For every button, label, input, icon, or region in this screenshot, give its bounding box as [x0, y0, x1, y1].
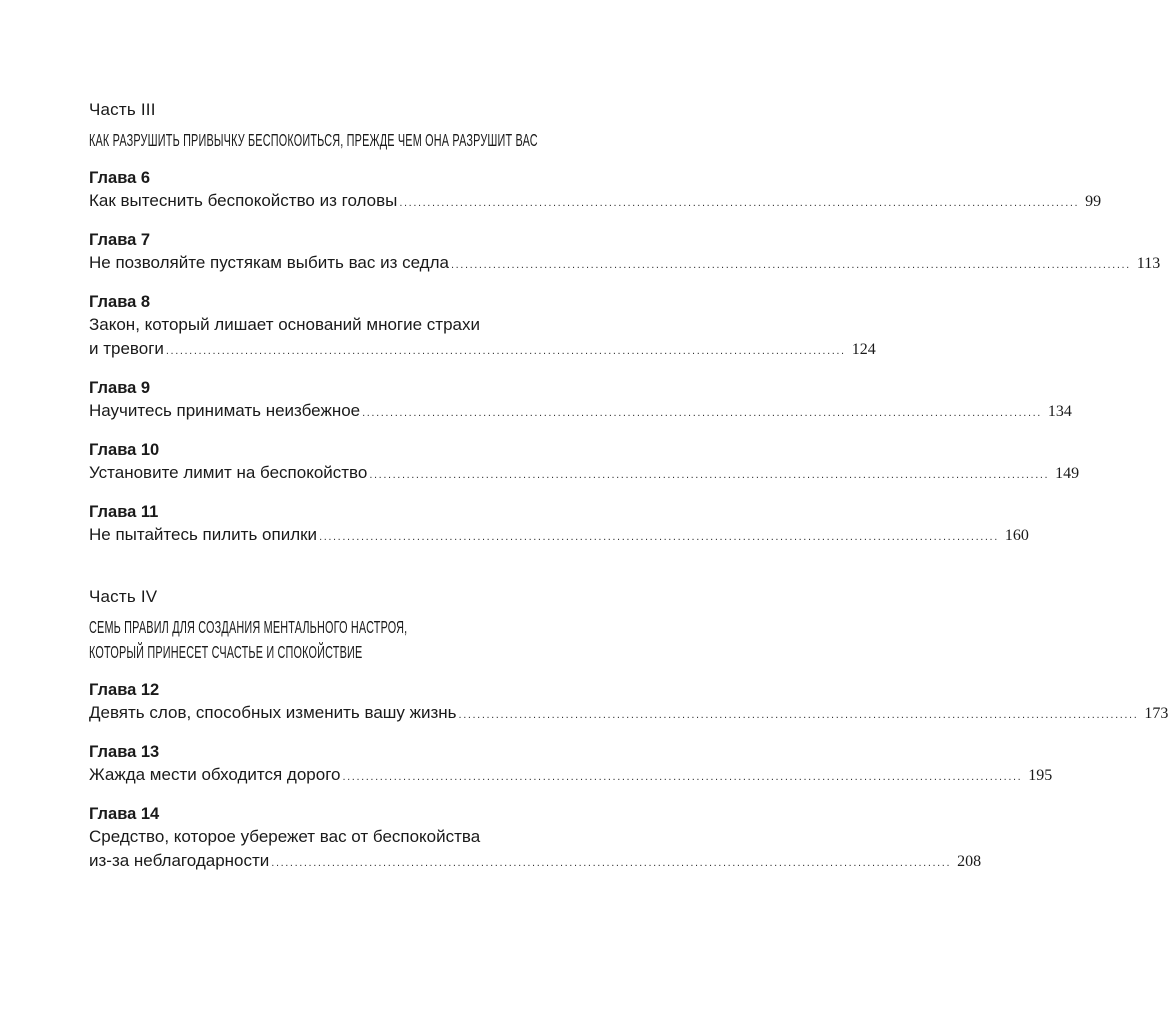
leader-dots: ..................................................................................................................................................	[399, 197, 1080, 209]
chapter-title: Не пытайтесь пилить опилки	[89, 525, 318, 544]
page-number: 195	[1028, 767, 1053, 784]
chapter-title: Средство, которое убережет вас от беспокойства	[89, 827, 481, 846]
part-label: Часть III	[89, 100, 156, 119]
chapter-title: Установите лимит на беспокойство	[89, 463, 368, 482]
chapter-label: Глава 11	[89, 503, 159, 521]
chapter-label: Глава 9	[89, 379, 151, 397]
chapter-title-continued: из-за неблагодарности	[89, 851, 270, 870]
chapter-title: Научитесь принимать неизбежное	[89, 401, 361, 420]
leader-dots: ..................................................................................................................................................	[319, 531, 999, 543]
page-number: 160	[1004, 527, 1029, 544]
chapter-title-continued: и тревоги	[89, 339, 164, 358]
page-number: 124	[851, 341, 876, 358]
chapter-label: Глава 12	[89, 681, 160, 699]
leader-dots: ..................................................................................................................................................	[165, 345, 846, 357]
page-number: 134	[1047, 403, 1072, 420]
leader-dots: ..................................................................................................................................................	[458, 709, 1139, 721]
chapter-label: Глава 13	[89, 743, 160, 761]
leader-dots: ..................................................................................................................................................	[369, 469, 1050, 481]
leader-dots: ..................................................................................................................................................	[450, 259, 1131, 271]
chapter-entry[interactable]	[89, 679, 1168, 727]
leader-dots: ..................................................................................................................................................	[271, 857, 952, 869]
chapter-label: Глава 8	[89, 293, 151, 311]
chapter-label: Глава 6	[89, 169, 151, 187]
leader-dots: ..................................................................................................................................................	[342, 771, 1023, 783]
table-of-contents	[89, 98, 1168, 875]
page-number: 173	[1144, 705, 1168, 722]
part-title-line: СЕМЬ ПРАВИЛ ДЛЯ СОЗДАНИЯ МЕНТАЛЬНОГО НАСТРОЯ,	[89, 617, 408, 637]
chapter-title: Закон, который лишает оснований многие страхи	[89, 315, 480, 334]
page-number: 208	[957, 853, 982, 870]
chapter-title: Как вытеснить беспокойство из головы	[89, 191, 398, 210]
part-title	[89, 128, 625, 153]
chapter-entry[interactable]	[89, 291, 876, 363]
chapter-label: Глава 10	[89, 441, 160, 459]
chapter-entry[interactable]	[89, 439, 1080, 487]
part-title-line: КАК РАЗРУШИТЬ ПРИВЫЧКУ БЕСПОКОИТЬСЯ, ПРЕЖДЕ ЧЕМ ОНА РАЗРУШИТ ВАС	[89, 130, 538, 150]
chapter-entry[interactable]	[89, 229, 1161, 277]
part-title	[89, 615, 625, 665]
chapter-entry[interactable]	[89, 803, 982, 875]
page-number: 149	[1055, 465, 1080, 482]
part-label: Часть IV	[89, 587, 158, 606]
chapter-entry[interactable]	[89, 167, 1102, 215]
chapter-title: Не позволяйте пустякам выбить вас из седла	[89, 253, 449, 272]
chapter-entry[interactable]	[89, 501, 1029, 549]
leader-dots: ..................................................................................................................................................	[362, 407, 1042, 419]
part-section	[89, 98, 1161, 549]
chapter-entry[interactable]	[89, 741, 1053, 789]
part-title-line: КОТОРЫЙ ПРИНЕСЕТ СЧАСТЬЕ И СПОКОЙСТВИЕ	[89, 642, 363, 662]
chapter-entry[interactable]	[89, 377, 1072, 425]
part-section	[89, 585, 1168, 875]
chapter-title: Жажда мести обходится дорого	[89, 765, 341, 784]
chapter-title: Девять слов, способных изменить вашу жизнь	[89, 703, 457, 722]
chapter-label: Глава 7	[89, 231, 151, 249]
page-number: 99	[1085, 193, 1102, 210]
chapter-label: Глава 14	[89, 805, 160, 823]
page-number: 113	[1136, 255, 1161, 272]
